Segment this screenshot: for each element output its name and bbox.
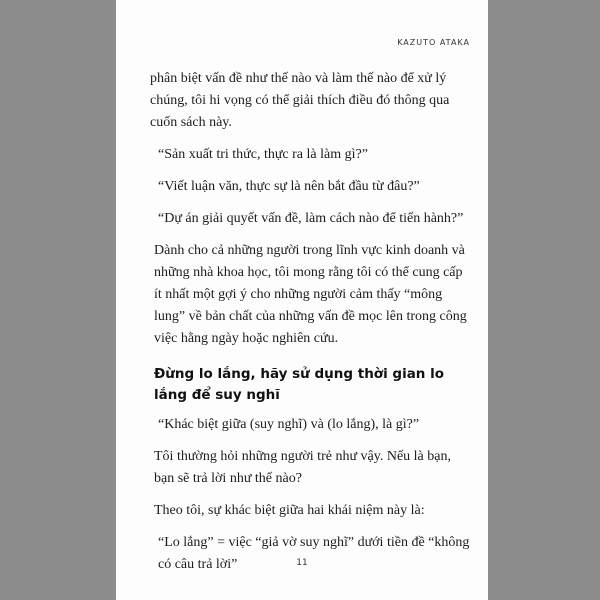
quote-line: “Sản xuất tri thức, thực ra là làm gì?” (158, 147, 368, 162)
quote-line: “Khác biệt giữa (suy nghĩ) và (lo lắng), là gì?” (158, 417, 420, 432)
quote-line: “Dự án giải quyết vấn đề, làm cách nào để tiến hành?” (158, 211, 464, 226)
paragraph: phân biệt vấn đề như thế nào và làm thế nào để xử lý chúng, tôi hi vọng có thể giải thích điều đó thông qua cuốn sách này. (150, 71, 450, 130)
section-heading: Đừng lo lắng, hãy sử dụng thời gian lo lắng để suy nghĩ (154, 366, 445, 403)
running-head: KAZUTO ATAKA (397, 38, 470, 47)
paragraph: Dành cho cả những người trong lĩnh vực kinh doanh và những nhà khoa học, tôi mong rằng tôi có thể cung cấp ít nhất một gợi ý cho những người cảm thấy “mông lung” về bản chất của những vấn đề mọc lên trong công việc hằng ngày hoặc nghiên cứu. (154, 243, 467, 346)
book-page (116, 0, 488, 600)
paragraph: Theo tôi, sự khác biệt giữa hai khái niệm này là: (154, 503, 425, 518)
paragraph: Tôi thường hỏi những người trẻ như vậy. Nếu là bạn, bạn sẽ trả lời như thế nào? (154, 449, 451, 486)
quote-line: “Lo lắng” = việc “giả vờ suy nghĩ” dưới tiền đề “không có câu trả lời” (158, 535, 470, 572)
quote-line: “Viết luận văn, thực sự là nên bắt đầu từ đâu?” (158, 179, 420, 194)
page-number: 11 (296, 558, 308, 568)
body-text (150, 68, 470, 586)
